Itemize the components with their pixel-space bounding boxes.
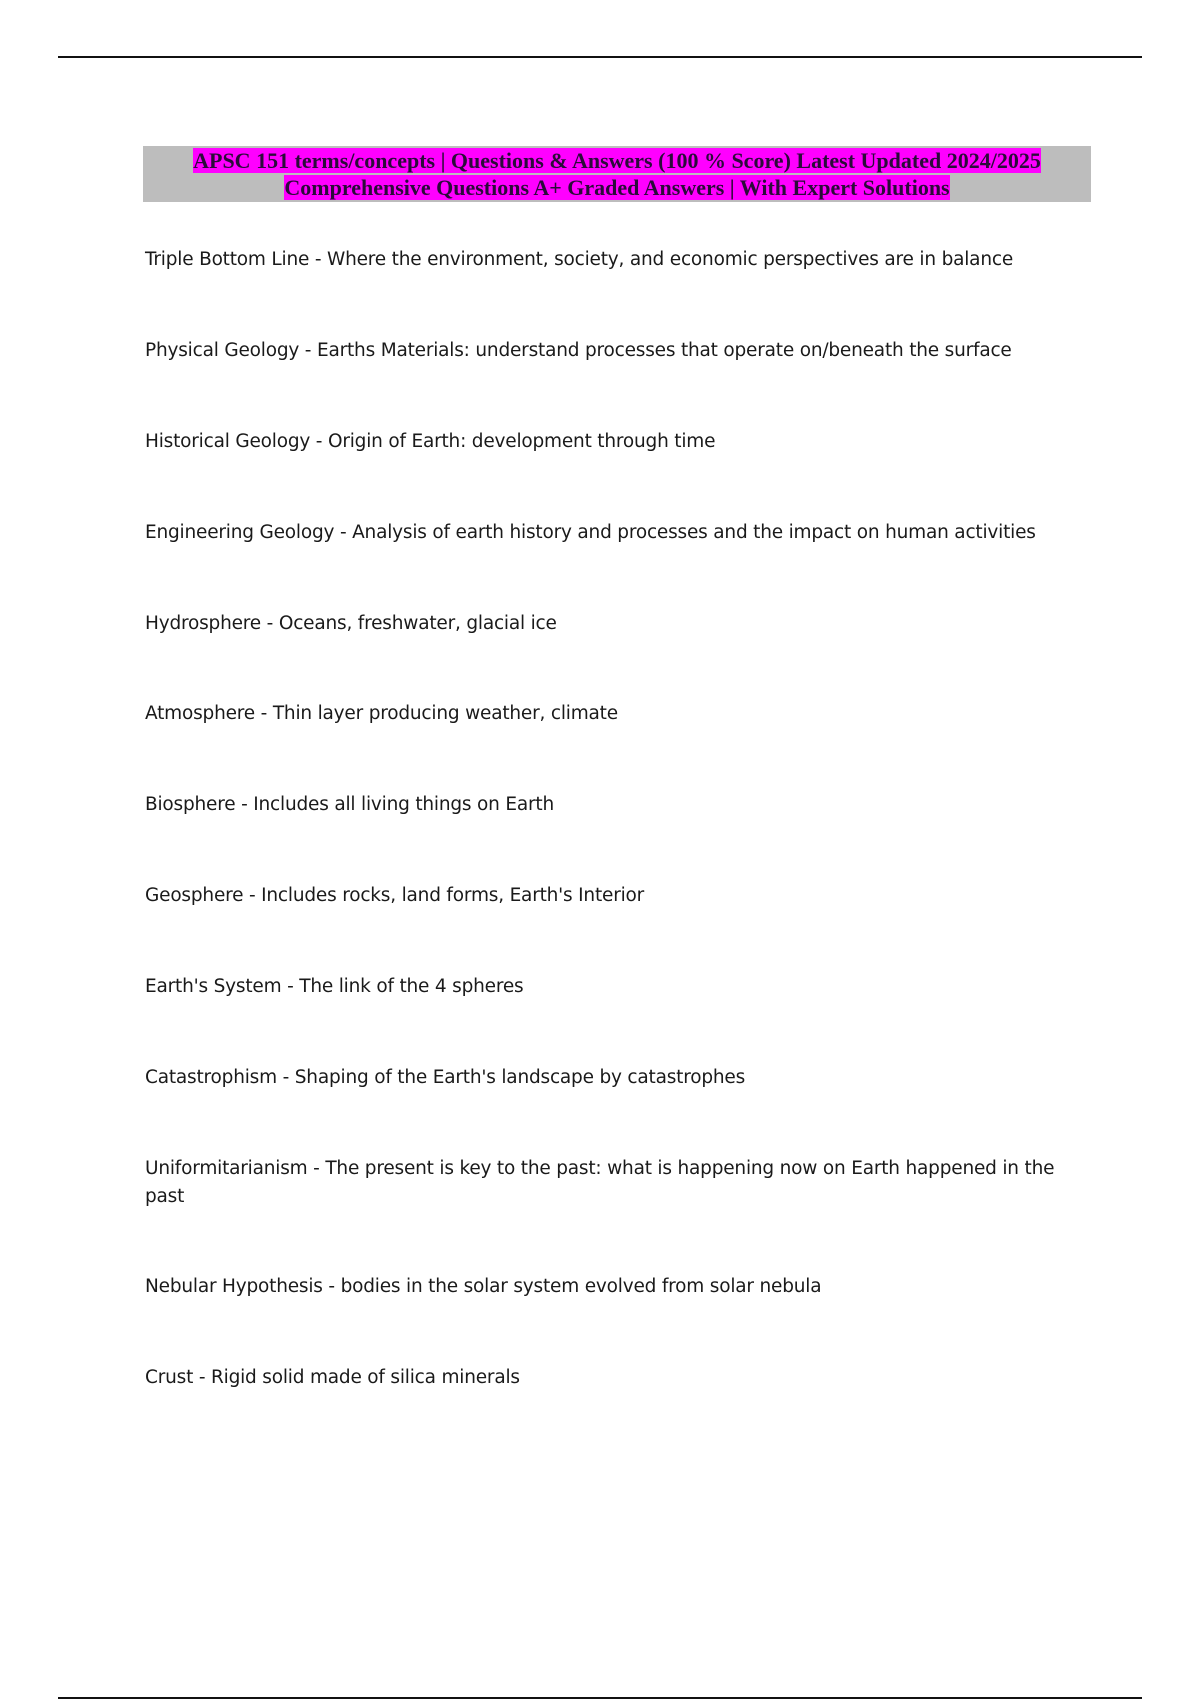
term-item: Uniformitarianism - The present is key to the past: what is happening now on Earth happened in the past (145, 1158, 1055, 1207)
title-line-2: Comprehensive Questions A+ Graded Answers | With Expert Solutions (284, 175, 950, 200)
term-item: Catastrophism - Shaping of the Earth's landscape by catastrophes (145, 1067, 746, 1088)
term-item: Hydrosphere - Oceans, freshwater, glacial ice (145, 613, 557, 634)
term-item: Engineering Geology - Analysis of earth history and processes and the impact on human activities (145, 522, 1036, 543)
bottom-divider (58, 1697, 1142, 1699)
term-item: Atmosphere - Thin layer producing weather, climate (145, 703, 618, 724)
term-item: Geosphere - Includes rocks, land forms, Earth's Interior (145, 885, 645, 906)
term-item: Crust - Rigid solid made of silica minerals (145, 1367, 520, 1388)
term-item: Earth's System - The link of the 4 spheres (145, 976, 524, 997)
top-divider (58, 56, 1142, 58)
title-line-1: APSC 151 terms/concepts | Questions & Answers (100 % Score) Latest Updated 2024/2025 (193, 148, 1041, 173)
term-item: Biosphere - Includes all living things on Earth (145, 794, 554, 815)
term-item: Nebular Hypothesis - bodies in the solar system evolved from solar nebula (145, 1276, 822, 1297)
term-item: Physical Geology - Earths Materials: understand processes that operate on/beneath the surface (145, 340, 1012, 361)
document-title (143, 146, 1091, 202)
term-item: Triple Bottom Line - Where the environment, society, and economic perspectives are in balance (145, 249, 1014, 270)
term-item: Historical Geology - Origin of Earth: development through time (145, 431, 716, 452)
